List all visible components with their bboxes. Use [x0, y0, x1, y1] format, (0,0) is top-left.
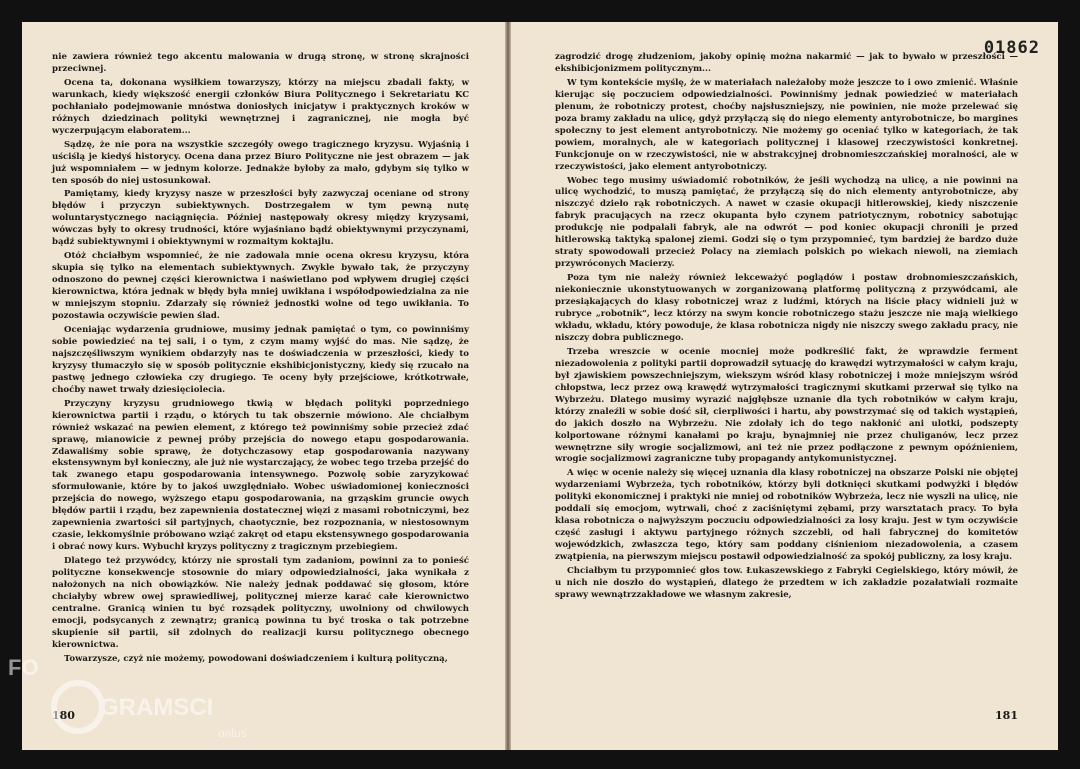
left-paragraph-1: nie zawiera również tego akcentu malowania w drugą stronę, w stronę skrajności przeciwnej. [52, 52, 469, 74]
right-paragraph-5: Trzeba wreszcie w ocenie mocniej może podkreślić fakt, że wprawdzie ferment niezadowolenia z polityki partii doprowadził sytuację do krawędzi wytrzymałości w całym kraju, był zjawiskiem powszechniejszym, wiekszym wśród klasy robotniczej i może mniejszym wśród chłopstwa, lecz przez ową krawędź wytrzymałości tragicznymi skutkami przerwał się tylko na Wybrzeżu. Dlatego musimy wyrazić najgłębsze uznanie dla tych robotników w całym kraju, którzy znaleźli w sobie dość sił, cierpliwości i hartu, aby powstrzymać się od takich wystąpień, do jakich doszło na Wybrzeżu. Nie zdołały ich do tego nakłonić ani ulotki, podszepty kolportowane różnymi kanałami po kraju, bynajmniej nie przez chuliganów, lecz przez wewnętrzne siły wrogie socjalizmowi, ani też nie przez podłączone z pewnym opóźnieniem, wrogie socjalizmowi zagraniczne tuby propagandy antykomunistycznej. [555, 346, 1018, 465]
watermark-title: GRAMSCI [100, 694, 214, 721]
left-paragraph-7: Przyczyny kryzysu grudniowego tkwią w błędach polityki poprzedniego kierownictwa partii i rządu, o których tu tak obszernie mówiono. Ale chciałbym również wskazać na pewien element, z którego też powinniśmy sobie przecież zdać sprawę, mianowicie z pewnej próby przejścia do nowego etapu gospodarowania. Zdawaliśmy sobie sprawę, że dotychczasowy etap gospodarowania nazywany ekstensywnym był konieczny, ale już nie wystarczający, że wobec tego trzeba przejść do tak zwanego etapu gospodarowania intensywnego. Pozwolę sobie zaryzykować sformułowanie, które by to jakoś uwzględniało. Wobec uświadomionej konieczności przejścia do nowego, wyższego etapu gospodarowania, na grząskim gruncie owych błędów partii i rządu, bez zapewnienia dostatecznej więzi z masami robotniczymi, bez zapewnienia zwartości sił partyjnych, chaotycznie, bez rozpoznania, w niestosownym czasie, lekkomyślnie próbowano wziąć zakręt od etapu ekstensywnego gospodarowania i obrać nowy kurs. Wybuchł kryzys polityczny z tragicznym przebiegiem. [52, 398, 469, 553]
right-page [511, 22, 1058, 750]
page-number-right: 181 [995, 709, 1018, 722]
left-paragraph-4: Pamiętamy, kiedy kryzysy nasze w przeszłości były zazwyczaj oceniane od strony błędów i przyczyn subiektywnych. Dostrzegałem w tym pewną nutę woluntarystycznego naciągnięcia. Później następowały okresy między kryzysami, wówczas były to okresy trudności, które wyjaśniano bądź obiektywnymi przyczynami, bądź subiektywnymi i obiektywnymi w rozmaitym koktajlu. [52, 189, 469, 248]
watermark-ring-icon [54, 683, 102, 731]
right-paragraph-7: Chciałbym tu przypomnieć głos tow. Łukaszewskiego z Fabryki Cegielskiego, który mówił, że u nich nie doszło do wystąpień, dlatego że przedtem w ich zakładzie pozałatwiali rozmaite sprawy wewnątrzzakładowe we własnym zakresie, [555, 566, 1018, 600]
right-paragraph-1: zagrodzić drogę złudzeniom, jakoby opinię można nakarmić — jak to bywało w przeszłości — ekshibicjonizmem politycznym... [555, 52, 1018, 74]
left-paragraph-2: Ocena ta, dokonana wysiłkiem towarzyszy, którzy na miejscu zbadali fakty, w warunkach, kiedy większość energii członków Biura Politycznego i Sekretariatu KC pochłaniało podejmowanie mnóstwa doniosłych inicjatyw i praktycznych kroków w różnych dziedzinach polityki wewnętrznej i zagranicznej, nie mogła być wyczerpującym elaboratem... [52, 77, 469, 136]
gramsci-watermark-logo [0, 645, 290, 745]
right-paragraph-2: W tym kontekście myślę, że w materiałach należałoby może jeszcze to i owo zmienić. Właśnie kierując się poczuciem odpowiedzialności. Powinniśmy jednak powiedzieć w materiałach plenum, że robotniczy protest, choćby najsłuszniejszy, nie powinien, nie może przelewać się poza bramy zakładu na ulicę, gdyż przyłączą się do niego elementy antyrobotnicze, bo margines społeczny to jest element antyrobotniczy. Nie możemy go oceniać tylko w kategoriach, że tak powiem, moralnych, ale w kategoriach politycznej i klasowej rzeczywistości konkretnej. Funkcjonuje on w rzeczywistości, nie w abstrakcyjnej drobnomieszczańskiej moralności, ale w rzeczywistości, jako element antyrobotniczy. [555, 77, 1018, 172]
page-number-left: 180 [52, 709, 75, 722]
right-paragraph-4: Poza tym nie należy również lekceważyć poglądów i postaw drobnomieszczańskich, niekoniecznie ukonstytuowanych w zorganizowaną platformę polityczną z przywódcami, ale przesiąkających do klasy robotniczej wraz z ludźmi, których na liście płacy widnieli już w rubryce „robotnik”, lecz którzy na swym koncie robotniczego stażu jeszcze nie mają wielkiego wkładu, wkładu, który powoduje, że klasa robotnicza nigdy nie niszczy swego zakładu pracy, nie niszczy dobra publicznego. [555, 273, 1018, 343]
left-page [22, 22, 505, 750]
left-paragraph-5: Otóż chciałbym wspomnieć, że nie zadowala mnie ocena okresu kryzysu, która skupia się tylko na elementach subiektywnych. Zwykle bywało tak, że przyczyny odnoszono do pewnej części kierownictwa i naświetlano pod wpływem drugiej części kierownictwa, która jednak w błędy była mniej uwikłana i współodpowiedzialna za nie w mniejszym stopniu. Zdarzały się również jednostki wolne od tego uwikłania. To pozostawia oczywiście pewien ślad. [52, 251, 469, 322]
archive-number-stamp: 01862 [983, 38, 1040, 58]
watermark-subtitle: onlus [218, 726, 247, 740]
right-paragraph-6: A więc w ocenie należy się więcej uznania dla klasy robotniczej na obszarze Polski nie objętej wydarzeniami Wybrzeża, tych robotników, którzy byli dotknięci skutkami podwyżki i błędów polityki ekonomicznej i praktyki nie mniej od robotników Wybrzeża, lecz nie wyszli na ulicę, nie poddali się emocjom, wytrwali, choć z zaciśniętymi zębami, przy warsztatach pracy. To była klasa robotnicza o najwyższym poczuciu odpowiedzialności za losy kraju. Jest w tym oczywiście część zasługi i aktywu partyjnego różnych szczebli, od hali fabrycznej do komitetów wojewódzkich, zwłaszcza tego, który sam poddany ciśnieniom niezadowolenia, a czasem zwątpienia, na pierwszym miejscu postawił odpowiedzialność za spokój publiczny, za losy kraju. [555, 468, 1018, 563]
left-paragraph-8: Dlatego też przywódcy, którzy nie sprostali tym zadaniom, powinni za to ponieść polityczne konsekwencje stosownie do miary odpowiedzialności, jaka wynikała z nałożonych na nich obowiązków. Nie należy jednak poddawać się głosom, które chciałyby wbrew owej sprawiedliwej, politycznej mierze karać całe kierownictwo centralne. Granicą winien tu być rozsądek polityczny, uwolniony od chwilowych emocji, podsycanych z zewnątrz; granicą powinna tu być troska o tak potrzebne skupienie sił partii, sił zdolnych do realizacji kursu politycznego obecnego kierownictwa. [52, 556, 469, 650]
left-paragraph-6: Oceniając wydarzenia grudniowe, musimy jednak pamiętać o tym, co powinniśmy sobie powiedzieć na tej sali, i o tym, z czym mamy wyjść do mas. Nie sądzę, że najszczęśliwszym wynikiem obdarzyły nas te doświadczenia w przeszłości, kiedy to kryzysy tłumaczyło się w sposób politycznie ekshibicjonistyczny, kiedy się rzucało na pastwę jednego człowieka czy drugiego. Te oceny były przejściowe, krótkotrwałe, choćby nawet trwały dziesięciolecia. [52, 324, 469, 395]
right-paragraph-3: Wobec tego musimy uświadomić robotników, że jeśli wychodzą na ulicę, a nie powinni na ulicę wychodzić, to muszą pamiętać, że przyłączą się do nich elementy antyrobotnicze, aby niszczyć dzieło rąk robotniczych. A nawet w czasie okupacji hitlerowskiej, kiedy niszczenie fabryk pracujących na rzecz okupanta było czynem patriotycznym, robotnicy sabotując produkcję nie podpalali fabryk, ale na odwrót — pod koniec okupacji chronili je przed hitlerowską taktyką spalonej ziemi. Godzi się o tym przypomnieć, tym bardziej że bardzo duże straty spowodowali przecież Polacy na ziemiach polskich po wiekach niewoli, na ziemiach przywróconych Macierzy. [555, 175, 1018, 270]
watermark-prefix: FO [8, 655, 39, 680]
left-paragraph-9: Towarzysze, czyż nie możemy, powodowani doświadczeniem i kulturą polityczną, [64, 653, 448, 664]
left-paragraph-3: Sądzę, że nie pora na wszystkie szczegóły owego tragicznego kryzysu. Wyjaśnią i uściślą je kiedyś historycy. Ocena dana przez Biuro Polityczne nie jest obrazem — jak już wspomniałem — w jednym kolorze. Jednakże byłoby za mało, gdybym się tylko w ten sposób do niej ustosunkował. [52, 139, 469, 186]
